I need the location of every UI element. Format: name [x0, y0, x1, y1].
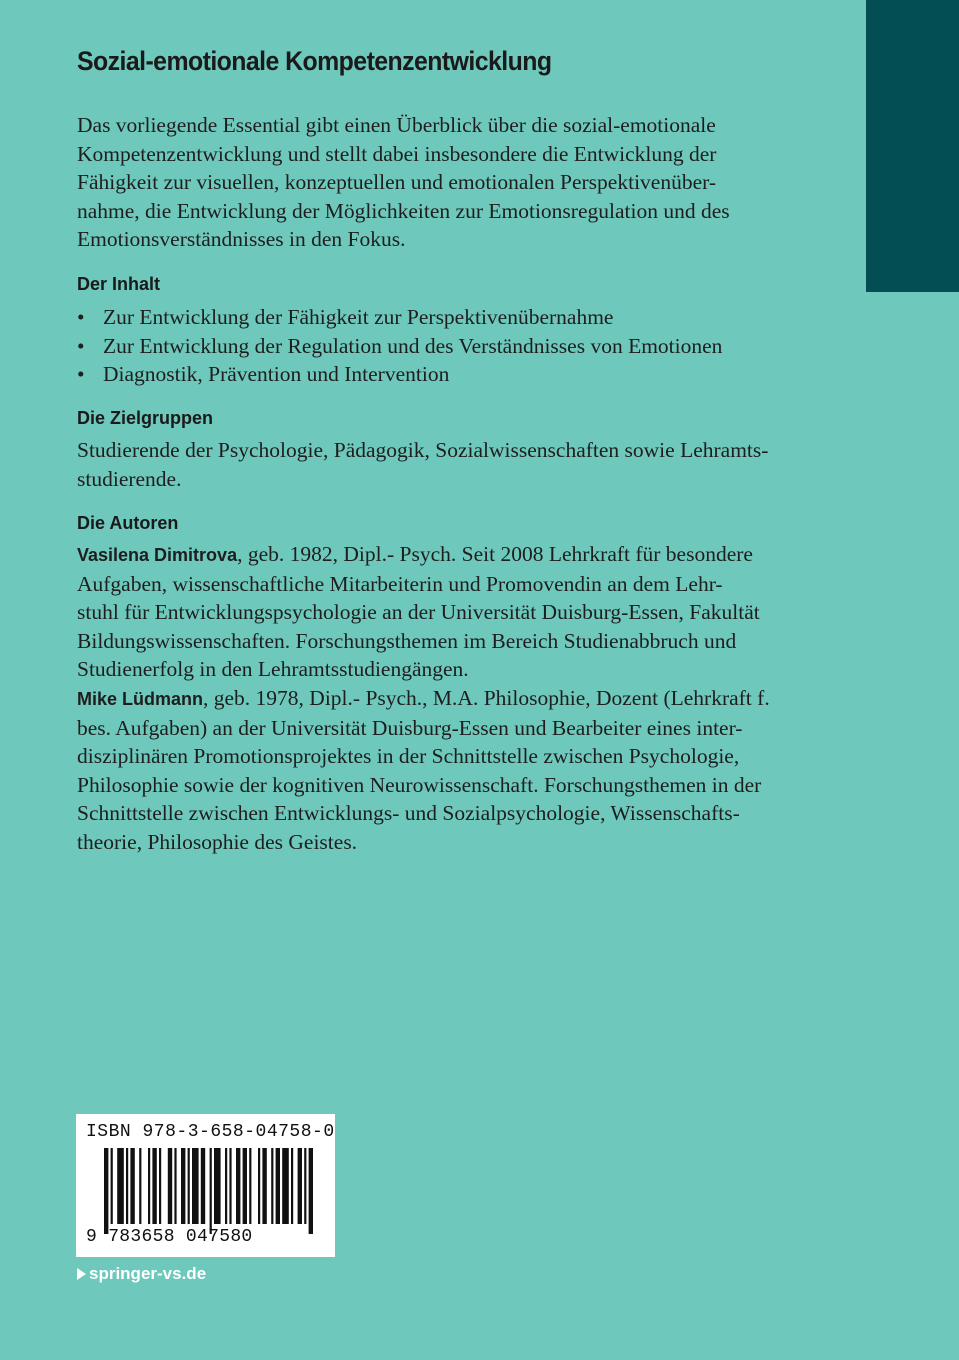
intro-line: Das vorliegende Essential gibt einen Überblick über die sozial-emotionale: [77, 113, 716, 137]
author2-line: Philosophie sowie der kognitiven Neurowissenschaft. Forschungsthemen in der: [77, 772, 762, 797]
author2-line: disziplinären Promotionsprojektes in der Schnittstelle zwischen Psychologie,: [77, 744, 740, 769]
list-item: [77, 332, 722, 361]
author2-line: Schnittstelle zwischen Entwicklungs- und Sozialpsychologie, Wissenschafts-: [77, 801, 740, 826]
publisher-link-text: springer-vs.de: [89, 1264, 207, 1283]
audience-line: studierende.: [77, 466, 182, 491]
author1-line: Bildungswissenschaften. Forschungsthemen im Bereich Studienabbruch und: [77, 628, 737, 653]
author2-first-line: [77, 684, 792, 714]
audience-paragraph: [77, 436, 792, 493]
authors-paragraph: [77, 540, 792, 857]
author1-line: Studienerfolg in den Lehramtsstudiengängen.: [77, 657, 469, 682]
audience-line: Studierende der Psychologie, Pädagogik, Sozialwissenschaften sowie Lehramts-: [77, 438, 769, 462]
isbn-barcode-box: [76, 1114, 335, 1257]
cover-edge-tab: [866, 0, 959, 292]
intro-line: nahme, die Entwicklung der Möglichkeiten zur Emotionsregulation und des: [77, 198, 730, 223]
list-item-text: Zur Entwicklung der Fähigkeit zur Perspektivenübernahme: [103, 305, 614, 329]
audience-heading: Die Zielgruppen: [77, 408, 214, 428]
bullet-icon: •: [77, 305, 85, 329]
contents-heading: Der Inhalt: [77, 274, 161, 294]
author1-name: Vasilena Dimitrova: [77, 545, 238, 565]
authors-heading: Die Autoren: [77, 513, 179, 533]
author1-first-line: [77, 540, 792, 570]
list-item: [77, 360, 722, 389]
author2-first-line-text: , geb. 1978, Dipl.- Psych., M.A. Philosophie, Dozent (Lehrkraft f.: [203, 685, 770, 710]
list-item-text: Zur Entwicklung der Regulation und des Verständnisses von Emotionen: [103, 333, 723, 358]
contents-list: [77, 303, 722, 389]
author1-line: stuhl für Entwicklungspsychologie an der Universität Duisburg-Essen, Fakultät: [77, 600, 760, 625]
isbn-label: ISBN 978-3-658-04758-0: [86, 1122, 335, 1142]
intro-line: Fähigkeit zur visuellen, konzeptuellen und emotionalen Perspektivenüber-: [77, 170, 717, 195]
arrow-right-icon: [77, 1268, 86, 1280]
intro-line: Kompetenzentwicklung und stellt dabei insbesondere die Entwicklung der: [77, 141, 717, 166]
ean-digits: 9 783658 047580: [86, 1227, 253, 1247]
bullet-icon: •: [77, 362, 85, 387]
bullet-icon: •: [77, 333, 85, 358]
author2-line: bes. Aufgaben) an der Universität Duisburg-Essen und Bearbeiter eines inter-: [77, 715, 743, 740]
intro-line: Emotionsverständnisses in den Fokus.: [77, 227, 406, 252]
book-title: Sozial-emotionale Kompetenzentwicklung: [77, 46, 552, 76]
list-item-text: Diagnostik, Prävention und Intervention: [103, 362, 450, 387]
list-item: [77, 303, 722, 332]
author2-name: Mike Lüdmann: [77, 688, 204, 709]
intro-paragraph: [77, 111, 792, 254]
publisher-link[interactable]: [77, 1264, 206, 1284]
barcode-icon: [86, 1148, 325, 1234]
author1-first-line-text: , geb. 1982, Dipl.- Psych. Seit 2008 Lehrkraft für besondere: [237, 542, 753, 566]
author1-line: Aufgaben, wissenschaftliche Mitarbeiterin und Promovendin an dem Lehr-: [77, 571, 723, 596]
author2-line: theorie, Philosophie des Geistes.: [77, 829, 358, 854]
